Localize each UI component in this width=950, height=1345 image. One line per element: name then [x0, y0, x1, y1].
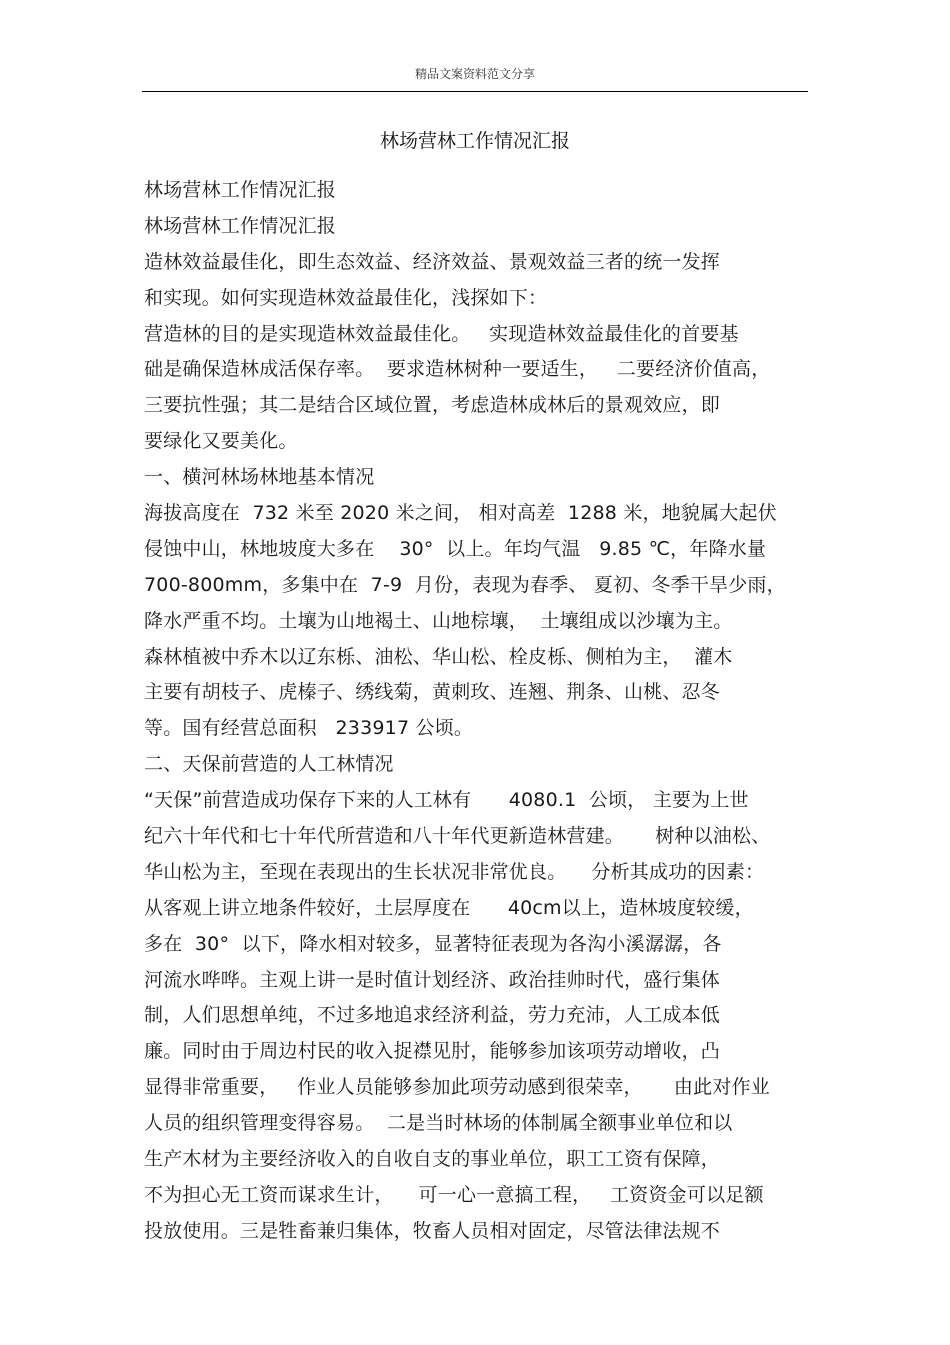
- body-text-line: 生产木材为主要经济收入的自收自支的事业单位，职工工资有保障，: [144, 1148, 721, 1171]
- body-text-line: 廉。同时由于周边村民的收入捉襟见肘，能够参加该项劳动增收，凸: [144, 1040, 721, 1063]
- body-text-line: 主要有胡枝子、虎榛子、绣线菊，黄刺玫、连翘、荆条、山桃、忍冬: [144, 681, 721, 704]
- body-text-line: 降水严重不均。土壤为山地褐土、山地棕壤， 土壤组成以沙壤为主。: [144, 609, 733, 632]
- header-divider: [142, 91, 808, 92]
- body-text-line: 海拔高度在 732 米至 2020 米之间， 相对高差 1288 米，地貌属大起伏: [144, 502, 777, 525]
- body-text-line: 不为担心无工资而谋求生计， 可一心一意搞工程， 工资资金可以足额: [144, 1183, 764, 1206]
- body-text-line: 林场营林工作情况汇报: [144, 214, 337, 237]
- body-text-line: 造林效益最佳化，即生态效益、经济效益、景观效益三者的统一发挥: [144, 250, 721, 273]
- document-title: 林场营林工作情况汇报: [379, 130, 570, 152]
- body-text-line: 从客观上讲立地条件较好，土层厚度在 40cm以上，造林坡度较缓，: [144, 896, 754, 919]
- body-text-line: 700-800mm，多集中在 7-9 月份，表现为春季、 夏初、冬季干旱少雨，: [144, 573, 786, 596]
- body-text-line: “天保”前营造成功保存下来的人工林有 4080.1 公顷， 主要为上世: [144, 789, 749, 812]
- body-text-line: 一、横河林场林地基本情况: [144, 466, 375, 489]
- body-text-line: 华山松为主，至现在表现出的生长状况非常优良。 分析其成功的因素：: [144, 860, 765, 883]
- body-text-line: 显得非常重要， 作业人员能够参加此项劳动感到很荣幸， 由此对作业: [144, 1076, 770, 1099]
- body-text-line: 和实现。如何实现造林效益最佳化，浅探如下：: [144, 286, 548, 309]
- body-text-line: 侵蚀中山，林地坡度大多在 30° 以上。年均气温 9.85 ℃，年降水量: [144, 537, 767, 560]
- page-header: 精品文案资料范文分享: [414, 67, 535, 81]
- body-text-line: 林场营林工作情况汇报: [144, 179, 337, 201]
- body-text-line: 二、天保前营造的人工林情况: [144, 753, 394, 776]
- body-text-line: 多在 30° 以下，降水相对较多，显著特征表现为各沟小溪潺潺，各: [144, 932, 722, 955]
- document-body: [144, 173, 816, 1250]
- body-text-line: 等。国有经营总面积 233917 公顷。: [144, 717, 474, 740]
- body-text-line: 河流水哗哗。主观上讲一是时值计划经济、政治挂帅时代，盛行集体: [144, 968, 721, 991]
- body-text-line: 三要抗性强；其二是结合区域位置，考虑造林成林后的景观效应，即: [144, 394, 721, 417]
- body-text-line: 础是确保造林成活保存率。 要求造林树种一要适生， 二要经济价值高，: [144, 358, 771, 381]
- body-text-line: 营造林的目的是实现造林效益最佳化。 实现造林效益最佳化的首要基: [144, 322, 739, 345]
- body-text-line: 制，人们思想单纯，不过多地追求经济利益，劳力充沛，人工成本低: [144, 1004, 721, 1027]
- body-text-line: 纪六十年代和七十年代所营造和八十年代更新造林营建。 树种以油松、: [144, 825, 771, 848]
- body-text-line: 要绿化又要美化。: [144, 430, 298, 453]
- body-text-line: 人员的组织管理变得容易。 二是当时林场的体制属全额事业单位和以: [144, 1112, 733, 1135]
- body-text-line: 投放使用。三是牲畜兼归集体，牧畜人员相对固定，尽管法律法规不: [144, 1219, 721, 1242]
- body-text-line: 森林植被中乔木以辽东栎、油松、华山松、栓皮栎、侧柏为主， 灌木: [144, 645, 733, 668]
